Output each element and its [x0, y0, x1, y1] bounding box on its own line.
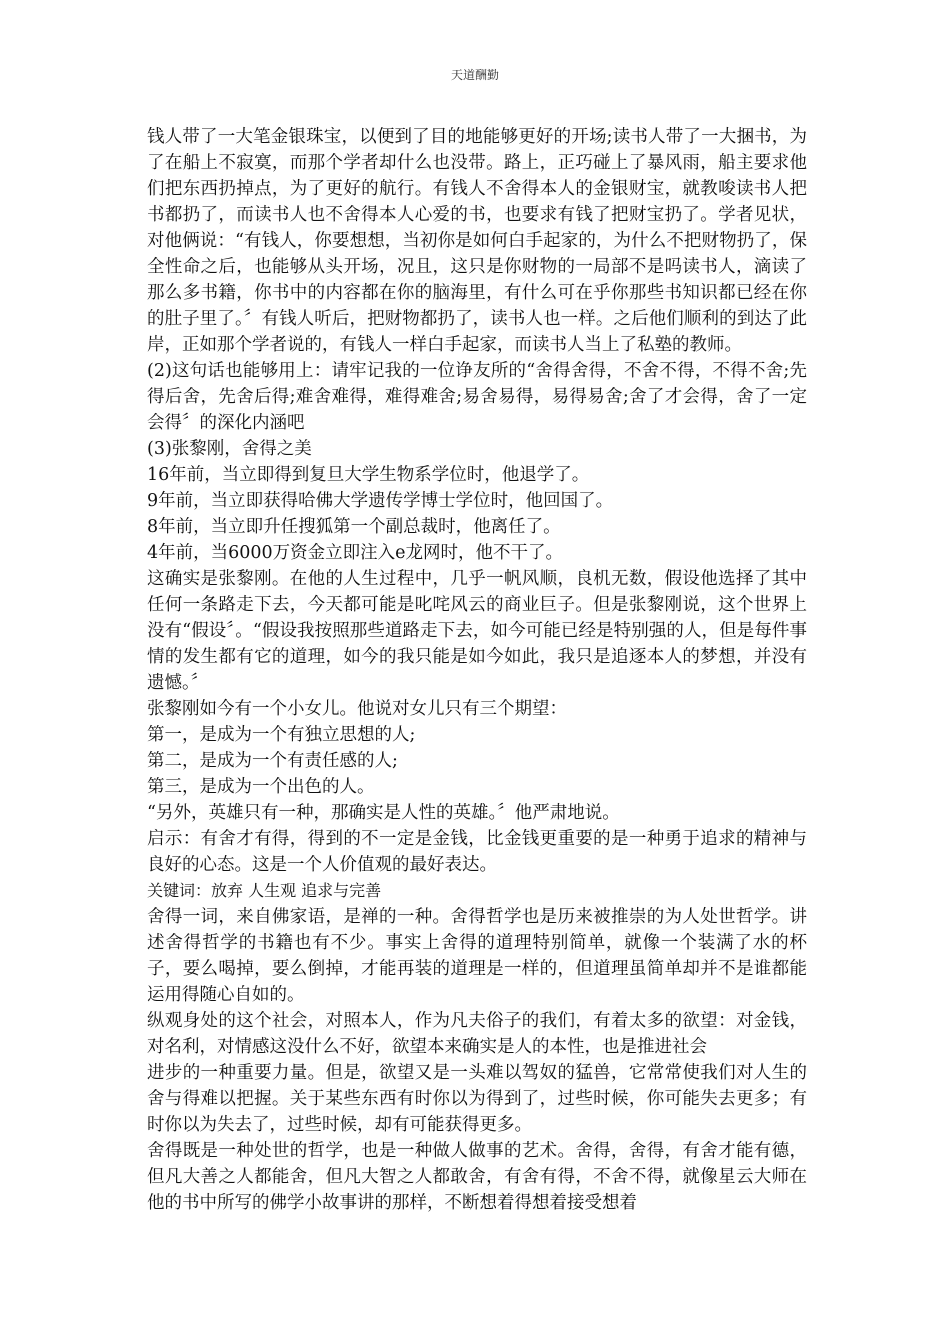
paragraph-story-shipwreck: 钱人带了一大笔金银珠宝，以便到了目的地能够更好的开场;读书人带了一大捆书，为了在船上不寂寞，而那个学者却什么也没带。路上，正巧碰上了暴风雨，船主要求他们把东西扔掉点，为了更好的航行。有钱人不舍得本人的金银财宝，就教唆读书人把书都扔了，而读书人也不舍得本人心爱的书，也要求有钱了把财宝扔了。学者见状，对他俩说：“有钱人，你要想想，当初你是如何白手起家的，为什么不把财物扔了，保全性命之后，也能够从头开场，况且，这只是你财物的一局部不是吗读书人，滴读了那么多书籍，你书中的内容都在你的脑海里，有什么可在乎你那些书知识都已经在你的肚子里了。〞有钱人听后，把财物都扔了，读书人也一样。之后他们顺利的到达了此岸，正如那个学者说的，有钱人一样白手起家，而读书人当上了私塾的教师。 — [147, 127, 807, 355]
paragraph-quote-sheide: (2)这句话也能够用上：请牢记我的一位诤友所的“舍得舍得，不舍不得，不得不舍;先得后舍，先舍后得;难舍难得，难得难舍;易舍易得，易得易舍;舍了才会得，舍了一定会得〞的深化内涵吧 — [147, 361, 807, 433]
paragraph-sheide-origin: 舍得一词，来自佛家语，是禅的一种。舍得哲学也是历来被推崇的为人处世哲学。讲述舍得哲学的书籍也有不少。事实上舍得的道理特别简单，就像一个装满了水的杯子，要么喝掉，要么倒掉，才能再装的道理是一样的，但道理虽简单却并不是谁都能运用得随心自如的。 — [147, 907, 807, 1005]
paragraph-keywords: 关键词：放弃 人生观 追求与完善 — [147, 881, 382, 900]
paragraph-daughter-hopes: 张黎刚如今有一个小女儿。他说对女儿只有三个期望： — [147, 699, 567, 719]
paragraph-desires: 纵观身处的这个社会，对照本人，作为凡夫俗子的我们，有着太多的欲望：对金钱，对名利，对情感这没什么不好，欲望本来确实是人的本性，也是推进社会 — [147, 1011, 807, 1057]
paragraph-9-years: 9年前，当立即获得哈佛大学遗传学博士学位时，他回国了。 — [147, 491, 614, 511]
document-body — [147, 124, 807, 1216]
paragraph-zhang-life: 这确实是张黎刚。在他的人生过程中，几乎一帆风顺，良机无数，假设他选择了其中任何一条路走下去，今天都可能是叱咤风云的商业巨子。但是张黎刚说，这个世界上没有“假设〞。“假设我按照那些道路走下去，如今可能已经是特别强的人，但是每件事情的发生都有它的道理，如今的我只能是如今如此，我只是追逐本人的梦想，并没有遗憾。〞 — [147, 569, 807, 693]
paragraph-hero-quote: “另外，英雄只有一种，那确实是人性的英雄。〞他严肃地说。 — [147, 803, 620, 823]
page-header: 天道酬勤 — [450, 68, 499, 82]
paragraph-16-years: 16年前，当立即得到复旦大学生物系学位时，他退学了。 — [147, 465, 590, 485]
paragraph-hope-first: 第一，是成为一个有独立思想的人; — [147, 725, 416, 745]
paragraph-section-heading: (3)张黎刚，舍得之美 — [147, 439, 312, 459]
paragraph-inspiration: 启示：有舍才有得，得到的不一定是金钱，比金钱更重要的是一种勇于追求的精神与良好的心态。这是一个人价值观的最好表达。 — [147, 829, 807, 875]
paragraph-philosophy: 舍得既是一种处世的哲学，也是一种做人做事的艺术。舍得，舍得，有舍才能有德，但凡大善之人都能舍，但凡大智之人都敢舍，有舍有得，不舍不得，就像星云大师在他的书中所写的佛学小故事讲的那样，不断想着得想着接受想着 — [147, 1141, 807, 1213]
paragraph-progress: 进步的一种重要力量。但是，欲望又是一头难以驾奴的猛兽，它常常使我们对人生的舍与得难以把握。关于某些东西有时你以为得到了，过些时候，你可能失去更多；有时你以为失去了，过些时候，却有可能获得更多。 — [147, 1063, 807, 1135]
paragraph-hope-second: 第二，是成为一个有责任感的人; — [147, 751, 398, 771]
paragraph-4-years: 4年前，当6000万资金立即注入e龙网时，他不干了。 — [147, 543, 564, 563]
paragraph-hope-third: 第三，是成为一个出色的人。 — [147, 777, 375, 797]
paragraph-8-years: 8年前，当立即升任搜狐第一个副总裁时，他离任了。 — [147, 517, 561, 537]
